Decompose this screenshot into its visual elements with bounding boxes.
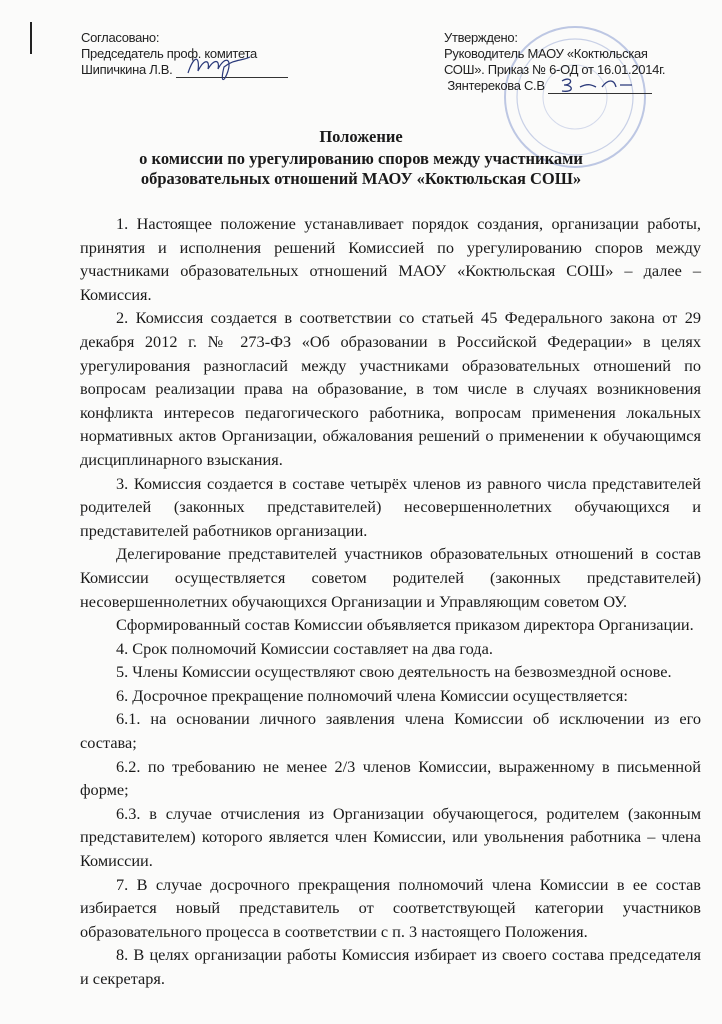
paragraph-6-1: 6.1. на основании личного заявления члена Комиссии об исключении из его состава; bbox=[80, 709, 701, 753]
signature-line bbox=[176, 63, 288, 78]
director-name: Зянтерекова С.В bbox=[447, 78, 545, 93]
approved-label: Утверждено: bbox=[444, 30, 518, 45]
document-title: Положение bbox=[319, 127, 403, 146]
document-subtitle-line2: образовательных отношений МАОУ «Коктюльская СОШ» bbox=[140, 169, 582, 188]
committee-chair-label: Председатель проф. комитета bbox=[81, 46, 257, 61]
paragraph-3: 3. Комиссия создается в составе четырёх членов из равного числа представителей родителей (законных представителей) несовершеннолетних обучающихся и представителей работников организации. bbox=[80, 473, 701, 540]
paragraph-6-2: 6.2. по требованию не менее 2/3 членов Комиссии, выраженному в письменной форме; bbox=[80, 756, 701, 800]
scan-margin-mark bbox=[30, 22, 32, 54]
signature-icon bbox=[184, 53, 254, 83]
paragraph-6: 6. Досрочное прекращение полномочий члена Комиссии осуществляется: bbox=[116, 685, 628, 705]
document-subtitle-line1: о комиссии по урегулированию споров между участниками bbox=[139, 149, 583, 168]
paragraph-7: 7. В случае досрочного прекращения полномочий члена Комиссии в ее состав избирается новый представитель от соответствующей категории участников образовательного процесса в соответствии с п. 3 настоящего Положения. bbox=[80, 874, 701, 941]
paragraph-8: 8. В целях организации работы Комиссия избирает из своего состава председателя и секретаря. bbox=[80, 945, 701, 988]
signature-icon bbox=[558, 75, 638, 95]
agreed-label: Согласовано: bbox=[81, 30, 160, 45]
document-body bbox=[80, 212, 701, 991]
order-reference: СОШ». Приказ № 6-ОД от 16.01.2014г. bbox=[444, 62, 666, 77]
paragraph-1: 1. Настоящее положение устанавливает порядок создания, организации работы, принятия и исполнения решений Комиссией по урегулированию споров между участниками образовательных отношений МАОУ «Коктюльская СОШ» – далее – Комиссия. bbox=[80, 214, 701, 304]
signature-line bbox=[548, 79, 652, 94]
paragraph-6-3: 6.3. в случае отчисления из Организации обучающегося, родителем (законным представителем) которого является член Комиссии, или увольнения работника – члена Комиссии. bbox=[80, 803, 701, 871]
paragraph-5: 5. Члены Комиссии осуществляют свою деятельность на безвозмездной основе. bbox=[116, 662, 672, 682]
paragraph-2: 2. Комиссия создается в соответствии со статьей 45 Федерального закона от 29 декабря 2012 г. № 273-ФЗ «Об образовании в Российской Федерации» в целях урегулирования разногласий между участниками образовательных отношений по вопросам реализации права на образование, в том числе в случаях возникновения конфликта интересов педагогического работника, вопросам применения локальных нормативных актов Организации, обжалования решений о применении к обучающимся дисциплинарного взыскания. bbox=[80, 308, 701, 469]
director-label: Руководитель МАОУ «Коктюльская bbox=[444, 46, 648, 61]
paragraph-4: 4. Срок полномочий Комиссии составляет на два года. bbox=[116, 638, 493, 658]
paragraph-composition: Сформированный состав Комиссии объявляется приказом директора Организации. bbox=[116, 615, 694, 635]
approval-agreed-block bbox=[81, 30, 288, 78]
paragraph-delegation: Делегирование представителей участников образовательных отношений в состав Комиссии осуществляется советом родителей (законных представителей) несовершеннолетних обучающихся Организации и Управляющим советом ОУ. bbox=[80, 544, 701, 611]
approval-approved-block bbox=[444, 30, 665, 94]
chair-name: Шипичкина Л.В. bbox=[81, 62, 173, 77]
